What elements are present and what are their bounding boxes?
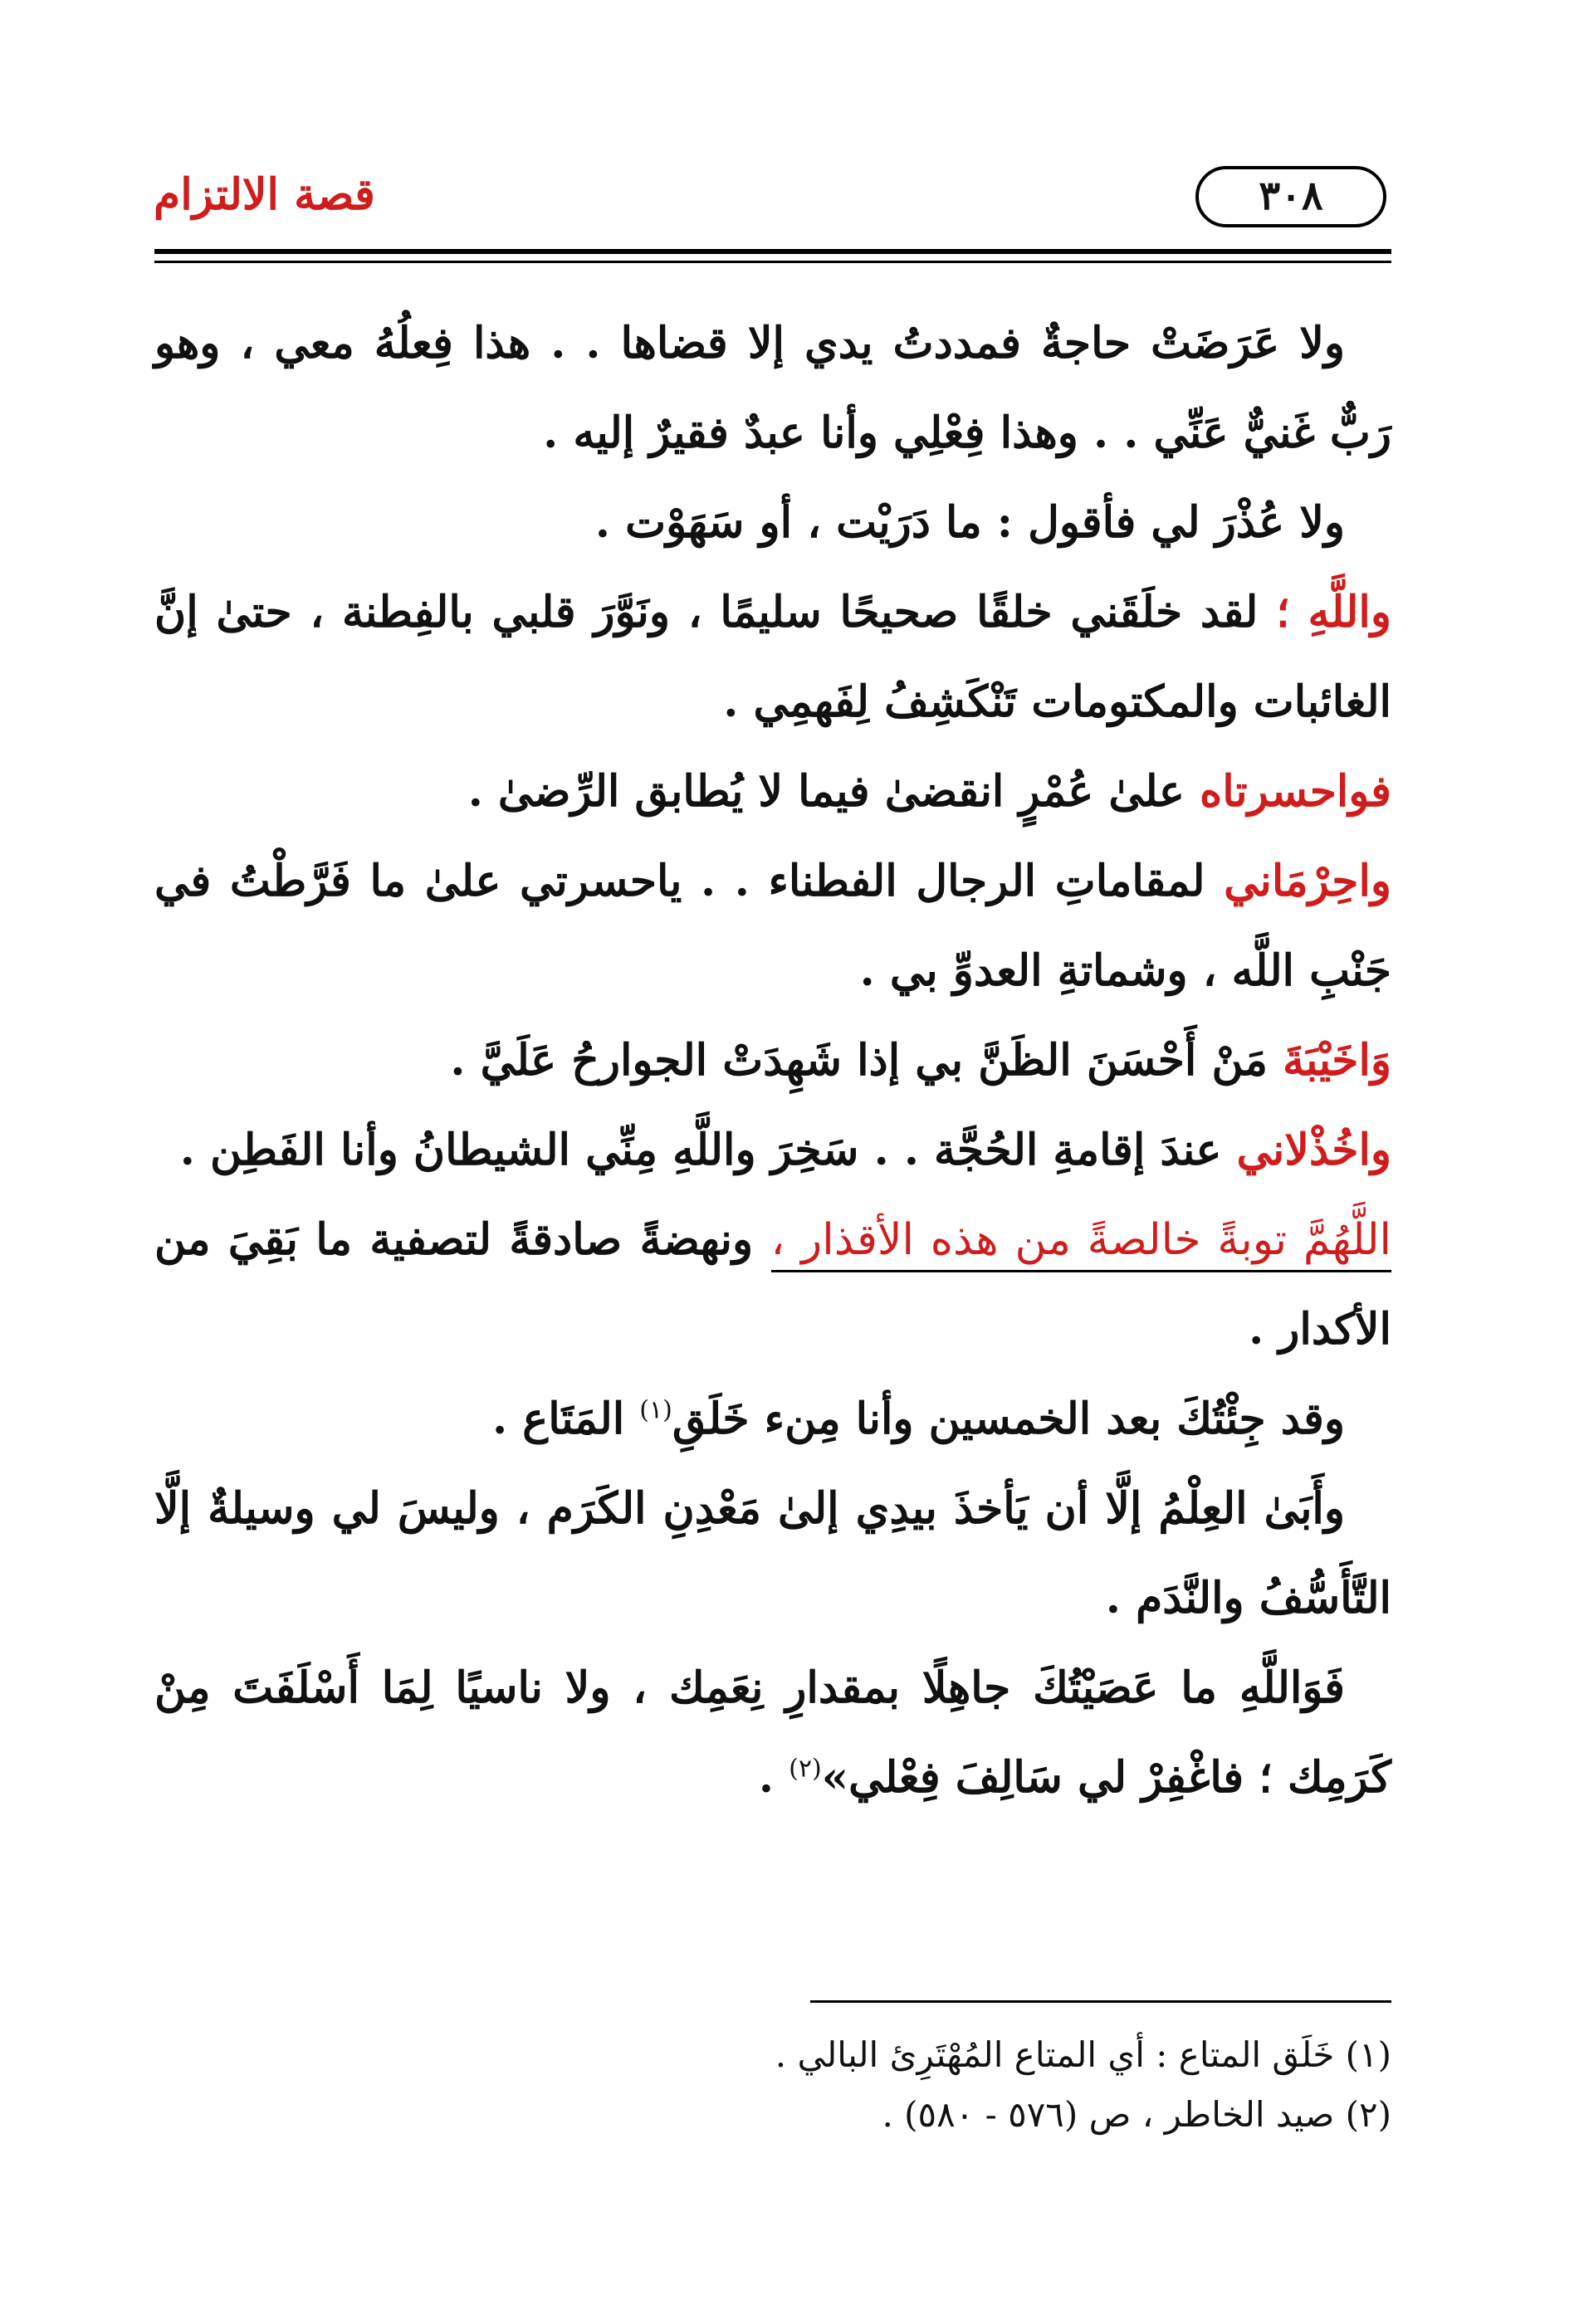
footnote-1: (١) خَلَق المتاع : أي المتاع المُهْتَرِئ البالي . [775,2034,1391,2075]
footnotes [154,2025,1391,2145]
paragraph-2 [154,478,1391,568]
header-rule-thick [154,249,1391,254]
paragraph-7-lead: واخُذْلاني [1236,1125,1391,1175]
paragraph-8-lead: اللَّهُمَّ توبةً خالصةً من هذه الأقذار ، [771,1215,1391,1272]
paragraph-6 [154,1016,1391,1106]
body-text [154,299,1391,1823]
paragraph-1-text: ولا عَرَضَتْ حاجةٌ فمددتُ يدي إلا قضاها . . هذا فِعلُهُ معي ، وهو رَبٌّ غَنيٌّ عَنِّي . . وهذا فِعْلِي وأنا عبدٌ فقيرٌ إليه . [154,318,1391,458]
paragraph-8 [154,1195,1391,1374]
paragraph-11-end: . [758,1752,790,1803]
paragraph-11 [154,1643,1391,1823]
paragraph-1 [154,299,1391,478]
running-title: قصة الالتزام [154,169,375,220]
footnote-separator [810,2000,1391,2003]
paragraph-8-text: ونهضةً صادقةً لتصفية ما بَقِيَ من الأكدار . [154,1214,1391,1355]
paragraph-9-end: المَتَاع . [492,1394,640,1444]
paragraph-5 [154,837,1391,1016]
paragraph-3-text: لقد خلَقَني خلقًا صحيحًا سليمًا ، ونَوَّرَ قلبي بالفِطنة ، حتىٰ إنَّ الغائبات والمكتومات تَنْكَشِفُ لِفَهمِي . [154,587,1391,727]
page-number: ٣٠٨ [1195,166,1386,227]
paragraph-10-text: وأَبَىٰ العِلْمُ إلَّا أن يَأخذَ بيدِي إلىٰ مَعْدِنِ الكَرَم ، وليسَ لي وسيلةٌ إلَّا التَّأَسُّفُ والنَّدَم . [154,1483,1391,1623]
paragraph-6-text: مَنْ أَحْسَنَ الظَنَّ بي إذا شَهِدَتْ الجوارحُ عَلَيَّ . [450,1035,1283,1086]
paragraph-5-text: لمقاماتِ الرجال الفطناء . . ياحسرتي علىٰ ما فَرَّطْتُ في جَنْبِ اللَّه ، وشماتةِ العدوِّ بي . [154,856,1391,996]
paragraph-10 [154,1464,1391,1643]
header-rule-thin [154,261,1391,263]
paragraph-5-lead: واحِرْمَاني [1224,856,1391,906]
paragraph-7 [154,1106,1391,1195]
footnote-2: (٢) صيد الخاطر ، ص (٥٧٦ - ٥٨٠) . [882,2094,1391,2135]
paragraph-4 [154,747,1391,837]
paragraph-4-text: علىٰ عُمْرٍ انقضىٰ فيما لا يُطابق الرِّضىٰ . [467,766,1200,817]
paragraph-3-lead: واللَّهِ ؛ [1276,587,1391,637]
paragraph-2-text: ولا عُذْرَ لي فأقول : ما دَرَيْت ، أو سَهَوْت . [594,497,1345,548]
paragraph-9-text: وقد جِئْتُكَ بعد الخمسين وأنا مِنء خَلَقِ [672,1394,1345,1444]
paragraph-11-text: فَوَاللَّهِ ما عَصَيْتُكَ جاهِلًا بمقدارِ نِعَمِك ، ولا ناسيًا لِمَا أَسْلَفَتَ مِنْ كَرَمِك ؛ فاغْفِرْ لي سَالِفَ فِعْلي» [154,1662,1391,1803]
footnote-ref-1: (١) [639,1395,672,1425]
paragraph-7-text: عندَ إقامةِ الحُجَّة . . سَخِرَ واللَّهِ مِنِّي الشيطانُ وأنا الفَطِن . [179,1125,1237,1175]
paragraph-9 [154,1374,1391,1464]
paragraph-3 [154,568,1391,747]
paragraph-6-lead: وَاخَيْبَةَ [1283,1035,1391,1086]
footnote-ref-2: (٢) [789,1754,822,1784]
paragraph-4-lead: فواحسرتاه [1200,766,1391,817]
